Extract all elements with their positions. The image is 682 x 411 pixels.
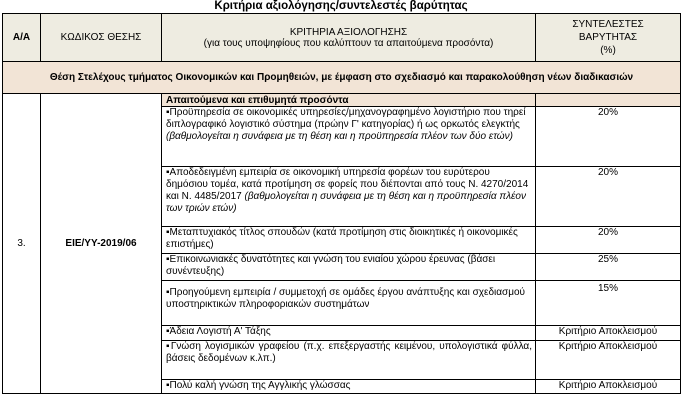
criterion-weight: 25% xyxy=(536,254,681,281)
criterion-cell: ▪Αποδεδειγμένη εμπειρία σε οικονομική υπηρεσία φορέων του ευρύτερου δημόσιου τομέα, κατά προτίμηση σε φορείς που διέπονται από τους Ν. 4270/2014 και Ν. 4485/2017 (βαθμολογείται η συνάφεια με τη θέση και η προϋπηρεσία πλέον των τριών ετών) xyxy=(162,167,536,227)
section-row xyxy=(3,62,681,94)
header-weight-line3: (%) xyxy=(600,45,616,56)
criterion-text: Άδεια Λογιστή Α' Τάξης xyxy=(169,326,271,337)
subheader-weight-empty xyxy=(536,94,681,107)
header-criteria xyxy=(162,14,536,62)
criterion-cell: ▪Προηγούμενη εμπειρία / συμμετοχή σε ομάδες έργου ανάπτυξης και σχεδιασμού υποστηρικτικών πληροφοριακών συστημάτων xyxy=(162,281,536,326)
header-criteria-title: ΚΡΙΤΗΡΙΑ ΑΞΙΟΛΟΓΗΣΗΣ xyxy=(289,26,408,38)
section-title: Θέση Στελέχους τμήματος Οικονομικών και Προμηθειών, με έμφαση στο σχεδιασμό και παρακολούθηση νέων διαδικασιών xyxy=(3,62,681,94)
criteria-table xyxy=(2,13,681,394)
criterion-text: Πολύ καλή γνώση της Αγγλικής γλώσσας xyxy=(169,380,351,391)
criterion-text: Προϋπηρεσία σε οικονομικές υπηρεσίες/μηχανογραφημένο λογιστήριο που τηρεί διπλογραφικό λογιστικό σύστημα (πρώην Γ' κατηγορίας) ή ως ορκωτός ελεγκτής xyxy=(166,107,526,130)
criterion-weight: Κριτήριο Αποκλεισμού xyxy=(536,380,681,394)
criterion-weight: 20% xyxy=(536,227,681,254)
subheader-label: Απαιτούμενα και επιθυμητά προσόντα xyxy=(162,94,536,107)
criterion-weight: 20% xyxy=(536,167,681,227)
criterion-weight: Κριτήριο Αποκλεισμού xyxy=(536,326,681,341)
position-code: ΕΙΕ/ΥΥ-2019/06 xyxy=(41,94,162,394)
criterion-cell: ▪Επικοινωνιακές δυνατότητες και γνώση του ενιαίου χώρου έρευνας (βάσει συνέντευξης) xyxy=(162,254,536,281)
page-title: Κριτήρια αξιολόγησης/συντελεστές βαρύτητας xyxy=(214,0,468,12)
criterion-cell: ▪Γνώση λογισμικών γραφείου (π.χ. επεξεργαστής κειμένου, υπολογιστικά φύλλα, βάσεις δεδομένων κ.λπ.) xyxy=(162,341,536,380)
header-weight-line1: ΣΥΝΤΕΛΕΣΤΕΣ xyxy=(572,19,644,30)
criterion-cell: ▪Μεταπτυχιακός τίτλος σπουδών (κατά προτίμηση στις διοικητικές ή οικονομικές επιστήμες) xyxy=(162,227,536,254)
criterion-text: Προηγούμενη εμπειρία / συμμετοχή σε ομάδες έργου ανάπτυξης και σχεδιασμού υποστηρικτικών πληροφοριακών συστημάτων xyxy=(166,287,525,310)
criterion-weight: Κριτήριο Αποκλεισμού xyxy=(536,341,681,380)
header-code: ΚΩΔΙΚΟΣ ΘΕΣΗΣ xyxy=(41,14,162,62)
criterion-cell: ▪Άδεια Λογιστή Α' Τάξης xyxy=(162,326,536,341)
criterion-text: Μεταπτυχιακός τίτλος σπουδών (κατά προτίμηση στις διοικητικές ή οικονομικές επιστήμες) xyxy=(166,227,518,250)
criterion-note: (βαθμολογείται η συνάφεια με τη θέση και η προϋπηρεσία πλέον των τριών ετών) xyxy=(166,191,526,214)
criterion-text: Αποδεδειγμένη εμπειρία σε οικονομική υπηρεσία φορέων του ευρύτερου δημόσιου τομέα, κατά προτίμηση σε φορείς που διέπονται από τους Ν. 4270/2014 και Ν. 4485/2017 xyxy=(166,167,529,202)
header-aa: Α/Α xyxy=(3,14,41,62)
header-weight xyxy=(536,14,681,62)
table-header-row xyxy=(3,14,681,62)
criterion-weight: 20% xyxy=(536,107,681,167)
criterion-note: (βαθμολογείται η συνάφεια με τη θέση και η προϋπηρεσία πλέον των δύο ετών) xyxy=(166,131,513,142)
header-weight-line2: ΒΑΡΥΤΗΤΑΣ xyxy=(578,32,638,43)
criterion-cell: ▪Προϋπηρεσία σε οικονομικές υπηρεσίες/μηχανογραφημένο λογιστήριο που τηρεί διπλογραφικό λογιστικό σύστημα (πρώην Γ' κατηγορίας) ή ως ορκωτός ελεγκτής (βαθμολογείται η συνάφεια με τη θέση και η προϋπηρεσία πλέον των δύο ετών) xyxy=(162,107,536,167)
subheader-row xyxy=(3,94,681,107)
criterion-text: Γνώση λογισμικών γραφείου (π.χ. επεξεργαστής κειμένου, υπολογιστικά φύλλα, βάσεις δεδομένων κ.λπ.) xyxy=(166,341,532,364)
row-number: 3. xyxy=(3,94,41,394)
criterion-weight: 15% xyxy=(536,281,681,326)
criterion-text: Επικοινωνιακές δυνατότητες και γνώση του ενιαίου χώρου έρευνας (βάσει συνέντευξης) xyxy=(166,254,496,277)
header-criteria-subtitle: (για τους υποψηφίους που καλύπτουν τα απαιτούμενα προσόντα) xyxy=(203,37,494,49)
criterion-cell: ▪Πολύ καλή γνώση της Αγγλικής γλώσσας xyxy=(162,380,536,394)
